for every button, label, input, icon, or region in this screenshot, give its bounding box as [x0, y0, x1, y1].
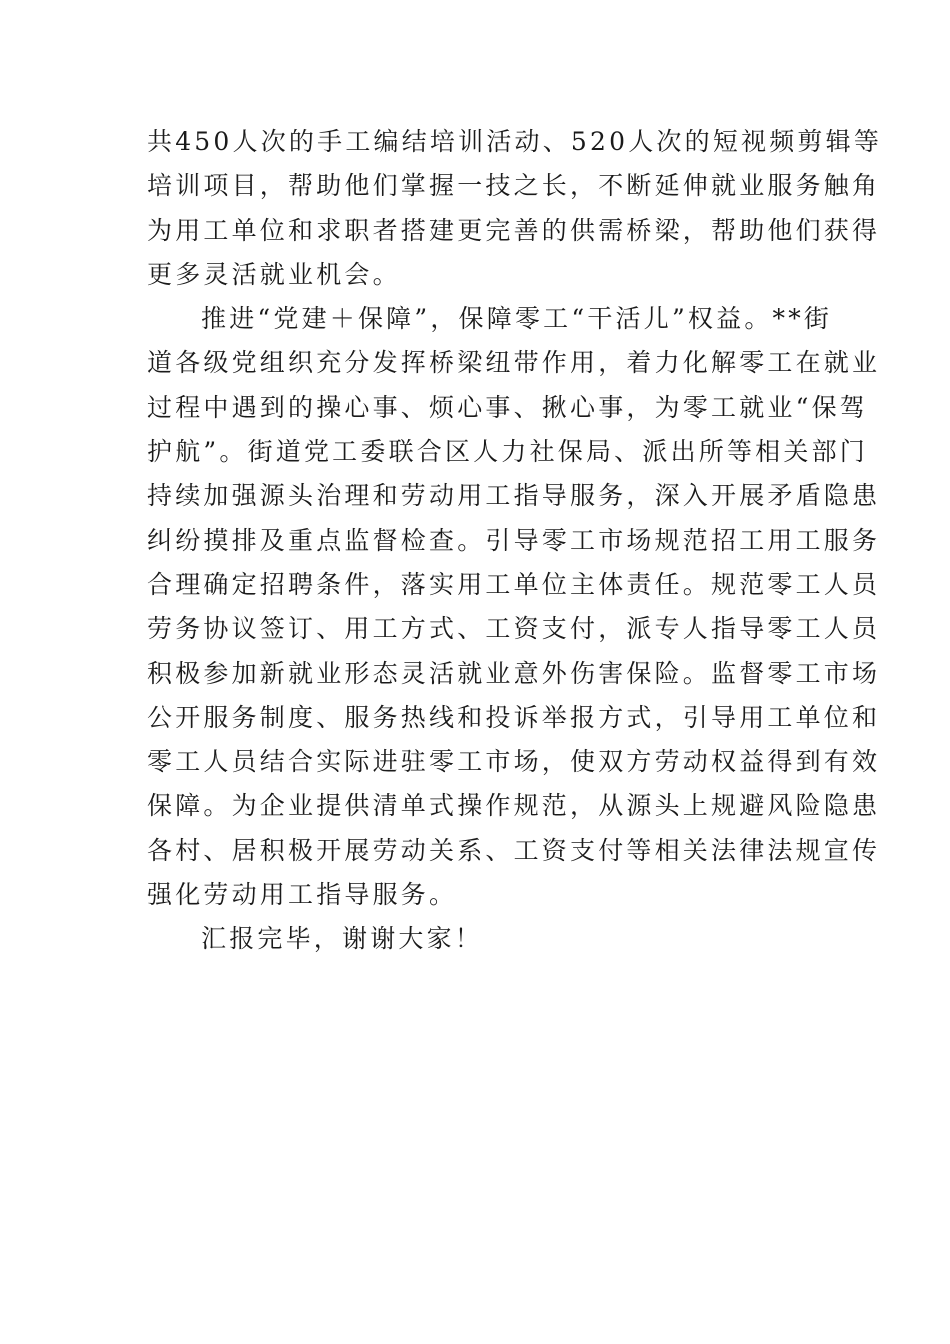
text-line: 积极参加新就业形态灵活就业意外伤害保险。监督零工市场 — [147, 658, 881, 688]
text-line: 为用工单位和求职者搭建更完善的供需桥梁，帮助他们获得 — [147, 215, 881, 245]
text-line: 零工人员结合实际进驻零工市场，使双方劳动权益得到有效 — [147, 747, 881, 777]
text-line: 道各级党组织充分发挥桥梁纽带作用，着力化解零工在就业 — [147, 348, 881, 378]
text-line: 合理确定招聘条件，落实用工单位主体责任。规范零工人员 — [147, 569, 881, 599]
closing-paragraph — [147, 917, 812, 961]
text-line: 培训项目，帮助他们掌握一技之长，不断延伸就业服务触角 — [147, 171, 881, 201]
text-line: 劳务协议签订、用工方式、工资支付，派专人指导零工人员 — [147, 614, 881, 644]
text-line: 更多灵活就业机会。 — [147, 259, 401, 289]
text-line: 共450人次的手工编结培训活动、520人次的短视频剪辑等 — [147, 127, 883, 156]
text-line: 持续加强源头治理和劳动用工指导服务，深入开展矛盾隐患 — [147, 481, 881, 511]
text-line: 保障。为企业提供清单式操作规范，从源头上规避风险隐患 — [147, 791, 881, 821]
text-line: 推进“党建＋保障”，保障零工“干活儿”权益。**街 — [201, 304, 833, 334]
text-line: 公开服务制度、服务热线和投诉举报方式，引导用工单位和 — [147, 702, 881, 732]
text-line: 纠纷摸排及重点监督检查。引导零工市场规范招工用工服务 — [147, 525, 881, 555]
text-line: 各村、居积极开展劳动关系、工资支付等相关法律法规宣传 — [147, 835, 881, 865]
paragraph-2 — [147, 297, 881, 917]
paragraph-1 — [147, 120, 883, 297]
text-line: 过程中遇到的操心事、烦心事、揪心事，为零工就业“保驾 — [147, 392, 868, 422]
text-line: 护航”。街道党工委联合区人力社保局、派出所等相关部门 — [147, 437, 868, 467]
closing-line: 汇报完毕，谢谢大家！ — [201, 924, 484, 954]
text-line: 强化劳动用工指导服务。 — [147, 880, 458, 910]
document-body — [147, 120, 883, 962]
